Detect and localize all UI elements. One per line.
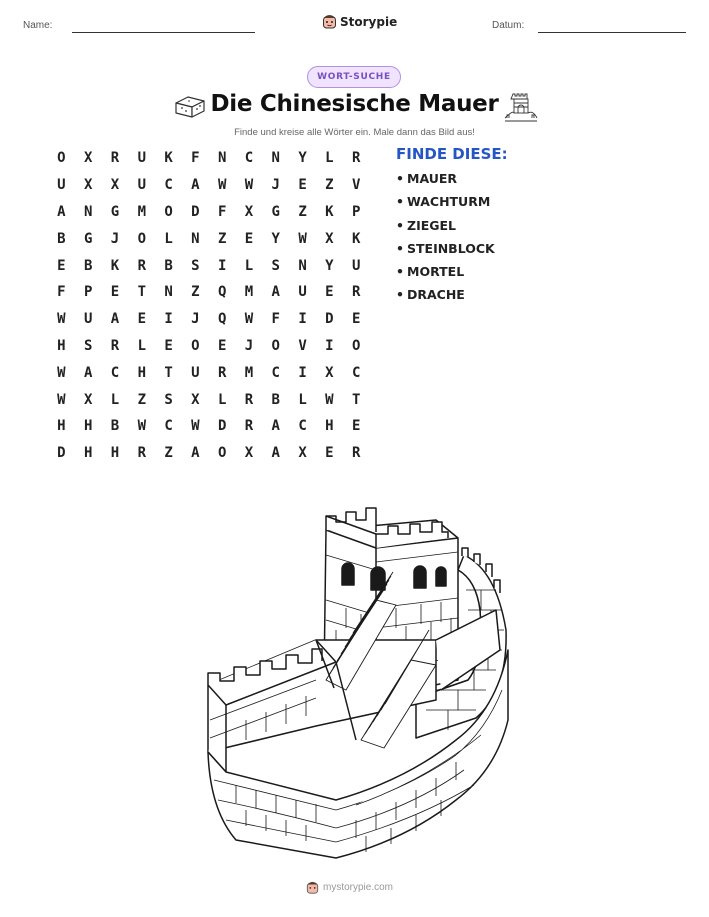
grid-letter[interactable]: P <box>83 284 93 301</box>
great-wall-illustration <box>196 490 516 870</box>
grid-letter[interactable]: R <box>351 445 361 462</box>
grid-letter[interactable]: L <box>217 391 227 408</box>
grid-letter[interactable]: B <box>57 230 66 247</box>
grid-letter[interactable]: E <box>137 311 146 328</box>
bullet: • <box>396 171 404 186</box>
grid-letter[interactable]: L <box>298 391 307 408</box>
grid-letter[interactable]: Q <box>217 284 227 301</box>
grid-letter[interactable]: B <box>83 257 93 274</box>
grid-letter[interactable]: B <box>164 257 173 274</box>
grid-row <box>48 199 370 226</box>
grid-letter[interactable]: W <box>244 177 254 194</box>
grid-letter[interactable]: S <box>191 257 200 274</box>
grid-letter[interactable]: B <box>110 418 120 435</box>
grid-letter[interactable]: G <box>271 203 280 220</box>
grid-letter[interactable]: L <box>244 257 254 274</box>
grid-letter[interactable]: A <box>271 445 280 462</box>
grid-letter[interactable]: D <box>191 203 200 220</box>
grid-letter[interactable]: X <box>83 150 93 167</box>
grid-letter[interactable]: L <box>110 391 120 408</box>
grid-row <box>48 359 370 386</box>
word-list <box>396 171 495 311</box>
grid-letter[interactable]: R <box>137 445 146 462</box>
date-line[interactable] <box>538 32 686 33</box>
brand-text: Storypie <box>340 14 398 29</box>
grid-letter[interactable]: L <box>137 337 146 354</box>
grid-letter[interactable]: S <box>83 337 93 354</box>
word-text: STEINBLOCK <box>407 240 495 256</box>
grid-letter[interactable]: N <box>271 150 280 167</box>
grid-letter[interactable]: K <box>325 203 334 220</box>
grid-row <box>48 440 370 467</box>
grid-letter[interactable]: N <box>217 150 227 167</box>
grid-letter[interactable]: S <box>271 257 280 274</box>
grid-letter[interactable]: K <box>351 230 361 247</box>
activity-badge: WORT-SUCHE <box>307 66 401 88</box>
grid-letter[interactable]: F <box>271 311 280 328</box>
grid-letter[interactable]: R <box>351 150 361 167</box>
grid-letter[interactable]: J <box>244 337 254 354</box>
grid-letter[interactable]: E <box>57 257 66 274</box>
grid-letter[interactable]: O <box>351 337 361 354</box>
grid-letter[interactable]: I <box>164 311 173 328</box>
grid-letter[interactable]: G <box>110 203 120 220</box>
grid-letter[interactable]: E <box>217 337 227 354</box>
grid-letter[interactable]: N <box>164 284 173 301</box>
grid-letter[interactable]: F <box>217 203 227 220</box>
grid-letter[interactable]: X <box>244 445 254 462</box>
grid-letter[interactable]: W <box>325 391 334 408</box>
storypie-mascot-icon <box>306 880 319 895</box>
grid-letter[interactable]: R <box>244 391 254 408</box>
grid-row <box>48 413 370 440</box>
grid-letter[interactable]: Z <box>217 230 227 247</box>
word-list-item <box>396 264 495 287</box>
grid-letter[interactable]: M <box>244 364 254 381</box>
grid-letter[interactable]: W <box>57 391 66 408</box>
grid-letter[interactable]: C <box>271 364 280 381</box>
grid-letter[interactable]: R <box>137 257 146 274</box>
grid-row <box>48 333 370 360</box>
grid-row <box>48 145 370 172</box>
grid-letter[interactable]: C <box>298 418 307 435</box>
grid-letter[interactable]: H <box>83 445 93 462</box>
word-list-item <box>396 218 495 241</box>
grid-letter[interactable]: Z <box>164 445 173 462</box>
grid-letter[interactable]: A <box>271 284 280 301</box>
word-list-title: FINDE DIESE: <box>396 145 508 163</box>
grid-letter[interactable]: T <box>137 284 146 301</box>
grid-letter[interactable]: U <box>83 311 93 328</box>
grid-letter[interactable]: R <box>110 150 120 167</box>
grid-letter[interactable]: A <box>83 364 93 381</box>
grid-letter[interactable]: L <box>325 150 334 167</box>
grid-letter[interactable]: D <box>57 445 66 462</box>
grid-letter[interactable]: E <box>351 311 361 328</box>
grid-row <box>48 279 370 306</box>
grid-letter[interactable]: O <box>271 337 280 354</box>
grid-letter[interactable]: W <box>244 311 254 328</box>
watchtower-icon <box>503 88 539 124</box>
grid-letter[interactable]: V <box>298 337 307 354</box>
grid-letter[interactable]: Y <box>298 150 307 167</box>
footer <box>306 880 393 895</box>
grid-row <box>48 225 370 252</box>
date-label: Datum: <box>492 20 525 31</box>
word-list-item <box>396 287 495 310</box>
grid-letter[interactable]: M <box>244 284 254 301</box>
grid-letter[interactable]: E <box>110 284 120 301</box>
grid-letter[interactable]: E <box>351 418 361 435</box>
grid-letter[interactable]: J <box>191 311 200 328</box>
grid-letter[interactable]: X <box>83 391 93 408</box>
grid-letter[interactable]: A <box>191 177 200 194</box>
grid-letter[interactable]: C <box>164 418 173 435</box>
grid-letter[interactable]: W <box>191 418 200 435</box>
grid-letter[interactable]: Y <box>325 257 334 274</box>
word-text: MORTEL <box>407 264 465 280</box>
grid-letter[interactable]: Y <box>271 230 280 247</box>
grid-letter[interactable]: N <box>83 203 93 220</box>
grid-row <box>48 386 370 413</box>
grid-letter[interactable]: R <box>351 284 361 301</box>
grid-letter[interactable]: I <box>217 257 227 274</box>
grid-letter[interactable]: W <box>217 177 227 194</box>
grid-letter[interactable]: H <box>110 445 120 462</box>
grid-letter[interactable]: R <box>110 337 120 354</box>
grid-letter[interactable]: E <box>325 445 334 462</box>
grid-letter[interactable]: I <box>298 364 307 381</box>
grid-letter[interactable]: Z <box>191 284 200 301</box>
grid-letter[interactable]: H <box>325 418 334 435</box>
letter-grid[interactable] <box>48 145 370 467</box>
bullet: • <box>396 240 404 256</box>
grid-letter[interactable]: Q <box>217 311 227 328</box>
grid-row <box>48 306 370 333</box>
instructions: Finde und kreise alle Wörter ein. Male dann das Bild aus! <box>234 127 475 138</box>
grid-letter[interactable]: G <box>83 230 93 247</box>
grid-letter[interactable]: E <box>298 177 307 194</box>
grid-letter[interactable]: D <box>217 418 227 435</box>
grid-letter[interactable]: R <box>244 418 254 435</box>
bullet: • <box>396 194 404 210</box>
grid-letter[interactable]: O <box>164 203 173 220</box>
grid-letter[interactable]: C <box>351 364 361 381</box>
grid-letter[interactable]: M <box>137 203 146 220</box>
grid-letter[interactable]: E <box>164 337 173 354</box>
grid-letter[interactable]: W <box>57 364 66 381</box>
page-title: Die Chinesische Mauer <box>210 91 499 117</box>
grid-letter[interactable]: C <box>164 177 173 194</box>
grid-letter[interactable]: X <box>83 177 93 194</box>
grid-letter[interactable]: A <box>191 445 200 462</box>
grid-letter[interactable]: X <box>110 177 120 194</box>
word-text: WACHTURM <box>407 194 491 210</box>
word-text: MAUER <box>407 171 458 186</box>
grid-letter[interactable]: J <box>110 230 120 247</box>
word-list-item <box>396 194 495 217</box>
grid-letter[interactable]: H <box>57 418 66 435</box>
word-list-item <box>396 241 495 264</box>
grid-letter[interactable]: J <box>271 177 280 194</box>
grid-letter[interactable]: V <box>351 177 361 194</box>
grid-letter[interactable]: X <box>325 230 334 247</box>
grid-letter[interactable]: N <box>191 230 200 247</box>
grid-letter[interactable]: D <box>325 311 334 328</box>
grid-row <box>48 252 370 279</box>
grid-letter[interactable]: U <box>298 284 307 301</box>
grid-letter[interactable]: K <box>164 150 173 167</box>
grid-letter[interactable]: T <box>351 391 361 408</box>
grid-letter[interactable]: I <box>325 337 334 354</box>
grid-letter[interactable]: T <box>164 364 173 381</box>
bullet: • <box>396 287 404 303</box>
grid-letter[interactable]: F <box>57 284 66 301</box>
grid-letter[interactable]: A <box>271 418 280 435</box>
grid-letter[interactable]: W <box>57 311 66 328</box>
grid-letter[interactable]: U <box>137 177 146 194</box>
grid-letter[interactable]: R <box>217 364 227 381</box>
grid-letter[interactable]: E <box>325 284 334 301</box>
grid-letter[interactable]: Z <box>298 203 307 220</box>
grid-letter[interactable]: W <box>298 230 307 247</box>
footer-link[interactable]: mystorypie.com <box>323 882 394 893</box>
grid-letter[interactable]: O <box>217 445 227 462</box>
grid-letter[interactable]: L <box>164 230 173 247</box>
grid-letter[interactable]: O <box>191 337 200 354</box>
grid-row <box>48 172 370 199</box>
grid-letter[interactable]: U <box>351 257 361 274</box>
word-text: DRACHE <box>407 287 465 303</box>
grid-letter[interactable]: O <box>137 230 146 247</box>
name-label: Name: <box>23 20 53 31</box>
grid-letter[interactable]: X <box>325 364 334 381</box>
grid-letter[interactable]: H <box>137 364 146 381</box>
grid-letter[interactable]: X <box>191 391 200 408</box>
grid-letter[interactable]: A <box>57 203 66 220</box>
grid-letter[interactable]: U <box>191 364 200 381</box>
grid-letter[interactable]: S <box>164 391 173 408</box>
grid-letter[interactable]: U <box>57 177 66 194</box>
grid-letter[interactable]: O <box>57 150 66 167</box>
grid-letter[interactable]: Z <box>137 391 146 408</box>
grid-letter[interactable]: X <box>244 203 254 220</box>
grid-letter[interactable]: F <box>191 150 200 167</box>
grid-letter[interactable]: X <box>298 445 307 462</box>
grid-letter[interactable]: C <box>244 150 254 167</box>
grid-letter[interactable]: E <box>244 230 254 247</box>
grid-letter[interactable]: K <box>110 257 120 274</box>
word-list-item <box>396 171 495 194</box>
grid-letter[interactable]: W <box>137 418 146 435</box>
word-text: ZIEGEL <box>407 217 457 233</box>
grid-letter[interactable]: B <box>271 391 280 408</box>
grid-letter[interactable]: P <box>351 203 361 220</box>
grid-letter[interactable]: I <box>298 311 307 328</box>
grid-letter[interactable]: Z <box>325 177 334 194</box>
grid-letter[interactable]: C <box>110 364 120 381</box>
grid-letter[interactable]: U <box>137 150 146 167</box>
bullet: • <box>396 264 404 280</box>
brand-logo <box>322 13 397 30</box>
name-line[interactable] <box>72 32 255 33</box>
grid-letter[interactable]: N <box>298 257 307 274</box>
grid-letter[interactable]: H <box>57 337 66 354</box>
grid-letter[interactable]: A <box>110 311 120 328</box>
bullet: • <box>396 217 404 233</box>
storypie-mascot-icon <box>322 13 337 30</box>
grid-letter[interactable]: H <box>83 418 93 435</box>
